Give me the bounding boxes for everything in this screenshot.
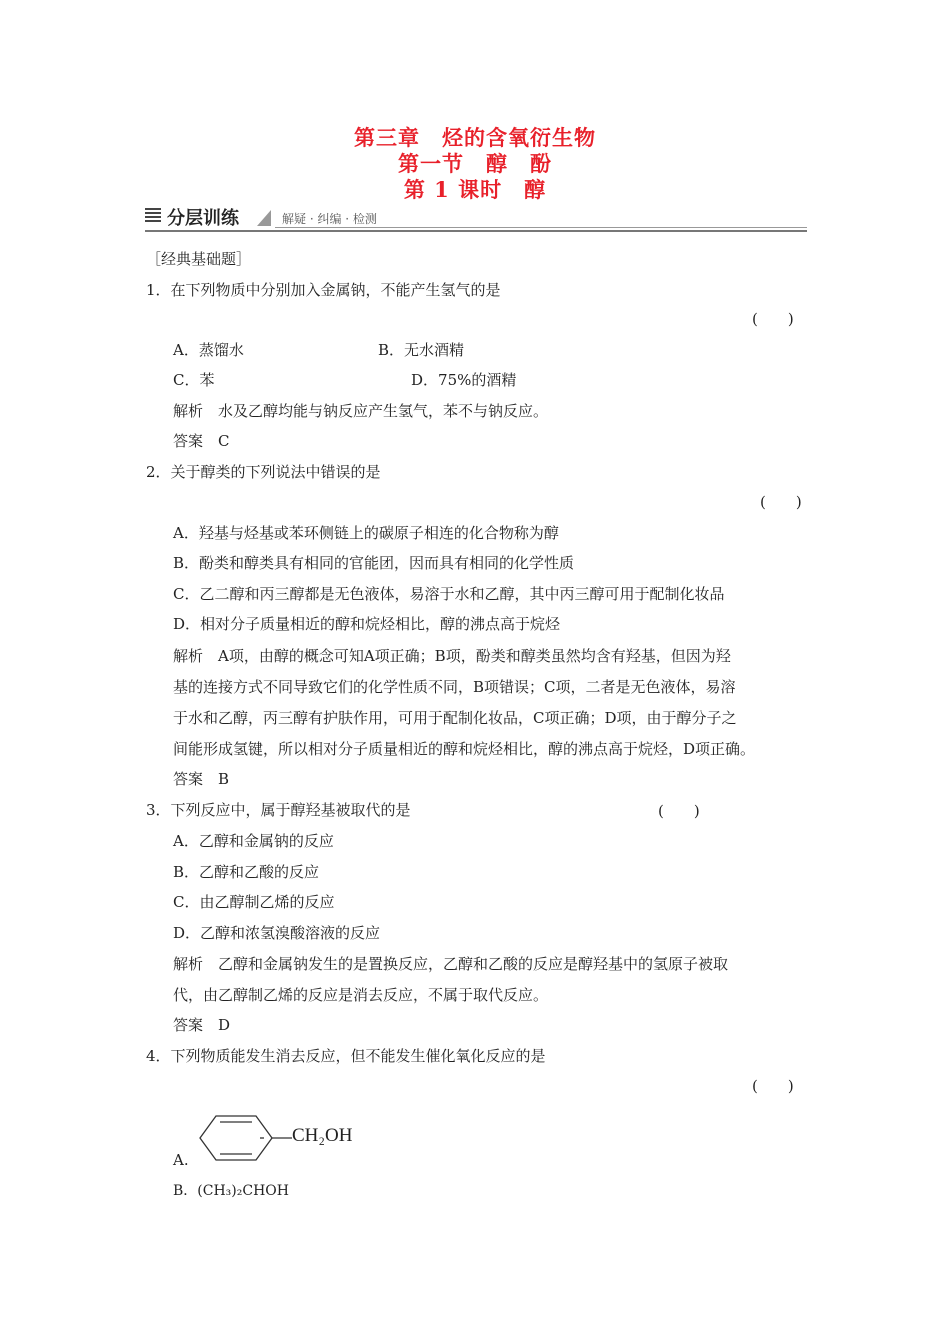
q1-answer: 答案 C	[173, 432, 230, 450]
q2-stem: 2．关于醇类的下列说法中错误的是	[146, 463, 381, 481]
q1-analysis: 解析 水及乙醇均能与钠反应产生氢气，苯不与钠反应。	[173, 402, 549, 420]
q3-analysis-line: 解析 乙醇和金属钠发生的是置换反应，乙醇和乙酸的反应是醇羟基中的氢原子被取	[173, 955, 729, 973]
q1-answer-blank: ( )	[752, 310, 794, 328]
chapter-title: 第三章 烃的含氧衍生物	[354, 125, 596, 150]
lesson-title: 第 1 课时 醇	[403, 177, 547, 202]
q3-option-d: D．乙醇和浓氢溴酸溶液的反应	[173, 924, 381, 942]
banner-title: 分层训练	[167, 208, 239, 229]
q3-answer: 答案 D	[173, 1016, 231, 1034]
divider	[275, 227, 807, 228]
q1-stem: 1．在下列物质中分别加入金属钠，不能产生氢气的是	[146, 281, 501, 299]
q1-option-d: D．75%的酒精	[411, 371, 517, 389]
q4-answer-blank: ( )	[752, 1077, 794, 1095]
q4-option-a-label: A.	[173, 1151, 189, 1169]
q1-option-a: A．蒸馏水	[173, 341, 244, 359]
q4-option-a-formula: CH₂OH	[292, 1125, 353, 1146]
divider	[145, 230, 807, 232]
q1-option-b: B．无水酒精	[378, 341, 465, 359]
q2-analysis-line: 间能形成氢键，所以相对分子质量相近的醇和烷烃相比，醇的沸点高于烷烃，D项正确。	[173, 740, 756, 758]
banner-subtitle: 解疑 · 纠编 · 检测	[282, 212, 377, 226]
q3-option-a: A．乙醇和金属钠的反应	[173, 832, 334, 850]
q2-answer-blank: ( )	[760, 493, 802, 511]
training-banner	[145, 204, 807, 232]
q2-analysis-line: 基的连接方式不同导致它们的化学性质不同，B项错误；C项，二者是无色液体，易溶	[173, 678, 736, 696]
category-label: ［经典基础题］	[146, 250, 252, 268]
q2-option-b: B．酚类和醇类具有相同的官能团，因而具有相同的化学性质	[173, 554, 575, 572]
section-title: 第一节 醇 酚	[398, 151, 552, 176]
q3-option-c: C．由乙醇制乙烯的反应	[173, 893, 335, 911]
q4-stem: 4．下列物质能发生消去反应，但不能发生催化氧化反应的是	[146, 1047, 546, 1065]
q2-option-d: D．相对分子质量相近的醇和烷烃相比，醇的沸点高于烷烃	[173, 615, 561, 633]
q3-analysis-line: 代，由乙醇制乙烯的反应是消去反应，不属于取代反应。	[173, 986, 549, 1004]
q1-option-c: C．苯	[173, 371, 215, 389]
q2-answer: 答案 B	[173, 770, 230, 788]
stripes-icon	[145, 208, 161, 226]
q4-option-b: B．(CH₃)₂CHOH	[173, 1183, 289, 1199]
q3-option-b: B．乙醇和乙酸的反应	[173, 863, 320, 881]
q2-analysis-line: 于水和乙醇，丙三醇有护肤作用，可用于配制化妆品，C项正确；D项，由于醇分子之	[173, 709, 737, 727]
q3-stem: 3．下列反应中，属于醇羟基被取代的是	[146, 801, 411, 819]
q2-option-c: C．乙二醇和丙三醇都是无色液体，易溶于水和乙醇，其中丙三醇可用于配制化妆品	[173, 585, 725, 603]
q2-option-a: A．羟基与烃基或苯环侧链上的碳原子相连的化合物称为醇	[173, 524, 559, 542]
triangle-icon	[257, 210, 271, 226]
q2-analysis-line: 解析 A项，由醇的概念可知A项正确；B项，酚类和醇类虽然均含有羟基，但因为羟	[173, 647, 731, 665]
q3-answer-blank: ( )	[658, 802, 700, 820]
